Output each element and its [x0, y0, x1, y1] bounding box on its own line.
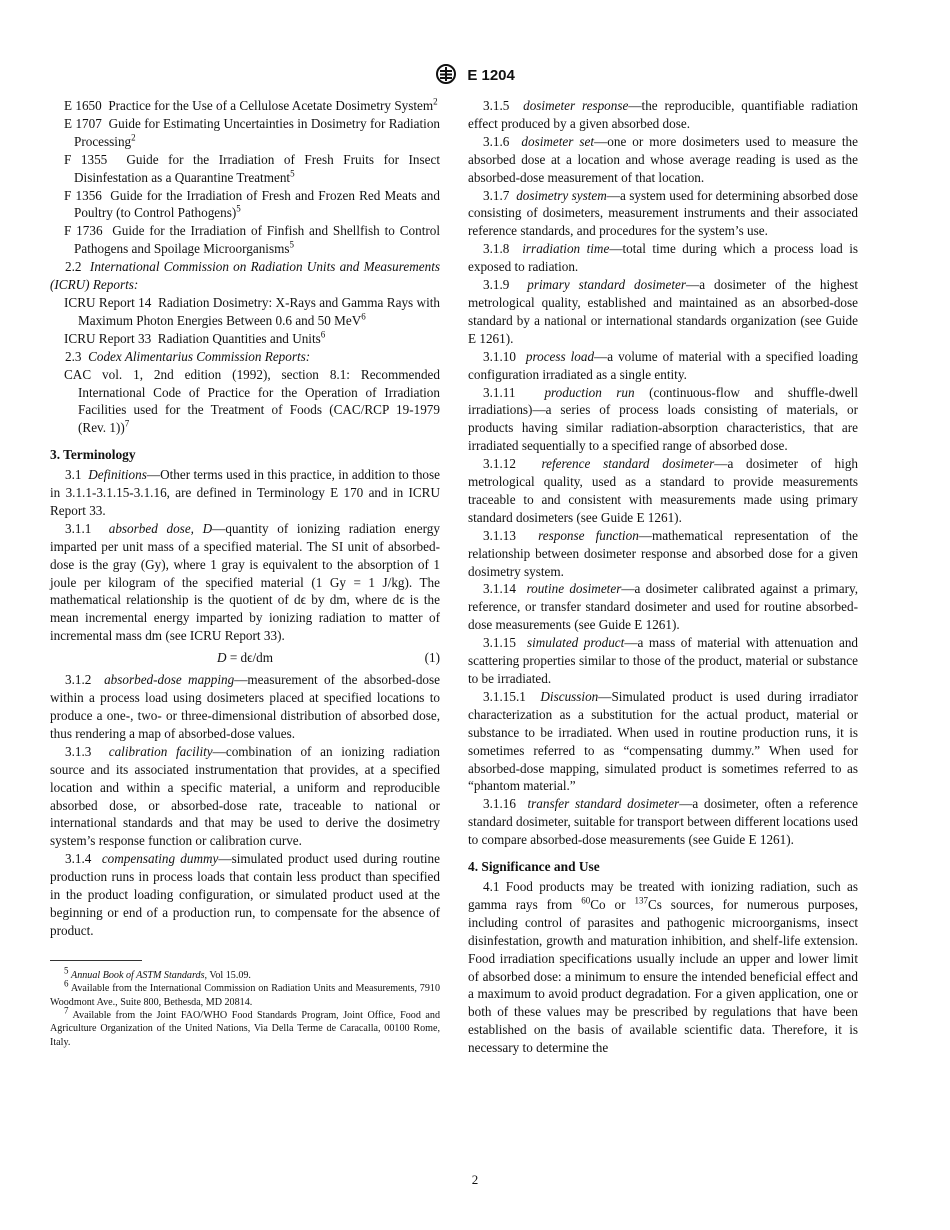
definition-absorbed-dose: 3.1.1 absorbed dose, D—quantity of ionizing radiation energy imparted per unit mass of a specified material. The SI unit of absorbed-dose is the gray (Gy), where 1 gray is equivalent to the absorption of 1 joule per kilogram of the specified material (1 Gy = 1 J/kg). The mathematical relationship is the quotient of dϵ by dm, where dϵ is the mean incremental energy imparted by ionizing radiation to matter of incremental mass dm (see ICRU Report 33).	[50, 520, 440, 644]
reference-f1355: F 1355 Guide for the Irradiation of Fresh Fruits for Insect Disinfestation as a Quarantine Treatment$^5$	[64, 151, 441, 185]
definition-irradiation-time: 3.1.8 irradiation time—total time during which a process load is exposed to radiation.	[468, 241, 859, 275]
footnote-7: $^7$ Available from the Joint FAO/WHO Food Standards Program, Joint Office, Food and Agriculture Organization of the United Nations, Via Della Terme de Caracalla, 00100 Rome, Italy.	[50, 1005, 441, 1048]
definition-production-run: 3.1.11 production run (continuous-flow and shuffle-dwell irradiations)—a series of process loads consisting of materials, or products having similar radiation-absorption characteristics, that are irradiated sequentially to a specified range of absorbed dose.	[468, 384, 858, 454]
reference-cac: CAC vol. 1, 2nd edition (1992), section 8.1: Recommended International Code of Practice for the Operation of Irradiation Facilities used for the Treatment of Foods (CAC/RCP 19-1979 (Rev. 1))$^7$	[64, 366, 440, 436]
reference-e1707: E 1707 Guide for Estimating Uncertainties in Dosimetry for Radiation Processing$^2$	[64, 115, 441, 149]
definition-absorbed-dose-mapping: 3.1.2 absorbed-dose mapping—measurement of the absorbed-dose within a process load using dosimeters placed at specified locations to produce a one-, two- or three-dimensional distribution of absorbed dose, thus rendering a map of absorbed-dose values.	[50, 672, 440, 741]
left-column	[50, 97, 440, 1049]
section-heading-significance: 4. Significance and Use	[468, 859, 600, 875]
definition-compensating-dummy: 3.1.4 compensating dummy—simulated product used during routine production runs in process loads that contain less product than specified in the product loading configuration, or simulated product used at the beginning or end of a production run, to compensate for the absence of product.	[50, 851, 441, 938]
reference-f1356: F 1356 Guide for the Irradiation of Fresh and Frozen Red Meats and Poultry (to Control Pathogens)$^5$	[64, 187, 440, 221]
equation-number: (1)	[424, 650, 440, 666]
reference-icru-14: ICRU Report 14 Radiation Dosimetry: X-Rays and Gamma Rays with Maximum Photon Energies Between 0.6 and 50 MeV$^6$	[64, 294, 440, 328]
definition-reference-standard-dosimeter: 3.1.12 reference standard dosimeter—a dosimeter of high metrological quality, used as a standard to provide measurements traceable to and consistent with measurements made using primary standard dosimeters (see Guide E 1261).	[468, 456, 859, 525]
paragraph-4-1: 4.1 Food products may be treated with ionizing radiation, such as gamma rays from $^{60}$Co or $^{137}$Cs sources, for numerous purposes, including control of parasites and pathogenic microorganisms, insect disinfestation, growth and maturation inhibition, and shelf-life extension. Food irradiation specifications usually include an upper and lower limit of absorbed dose: a minimum to ensure the intended beneficial effect and a maximum to avoid product degradation. For a given application, one or both of these values may be prescribed by regulations that have been established on the basis of available scientific data. Therefore, it is necessary to determine the	[468, 878, 859, 1056]
section-heading-terminology: 3. Terminology	[50, 447, 136, 463]
discussion-simulated-product: 3.1.15.1 Discussion—Simulated product is used during irradiator characterization as a substitution for the actual product, material or substance to be irradiated. When used in routine production runs, it is sometimes referred to as “compensating dummy.” When used for absorbed-dose mapping, simulated product is sometimes referred to as “phantom material.”	[468, 688, 858, 794]
definition-dosimetry-system: 3.1.7 dosimetry system—a system used for determining absorbed dose consisting of dosimeters, measurement instruments and their associated reference standards, and procedures for the system’s use.	[468, 187, 858, 239]
definition-simulated-product: 3.1.15 simulated product—a mass of material with attenuation and scattering properties similar to those of the product, material or substance to be irradiated.	[468, 635, 859, 686]
definition-calibration-facility: 3.1.3 calibration facility—combination of an ionizing radiation source and its associated instrumentation that provides, at a specified location and within a specific material, a uniform and reproducible absorbed dose, or absorbed-dose rate, traceable to national or international standards and that may be used to derive the dosimetry system’s response function or calibration curve.	[50, 743, 441, 849]
equation-1: D = dϵ/dm (1)	[216, 650, 440, 666]
page-number: 2	[471, 1172, 479, 1187]
definition-routine-dosimeter: 3.1.14 routine dosimeter—a dosimeter calibrated against a primary, reference, or transfer standard dosimeter and used for routine absorbed-dose measurements (see Guide E 1261).	[468, 581, 859, 633]
page-header	[0, 64, 950, 88]
reference-e1650: E 1650 Practice for the Use of a Cellulose Acetate Dosimetry System$^2$	[64, 96, 438, 113]
definition-response-function: 3.1.13 response function—mathematical representation of the relationship between dosimeter response and absorbed dose for a given dosimetry system.	[468, 527, 859, 579]
astm-logo-icon	[435, 64, 457, 88]
section-2-3: 2.3 Codex Alimentarius Commission Reports:	[65, 348, 311, 364]
section-2-2: 2.2 International Commission on Radiation Units and Measurements (ICRU) Reports:	[50, 259, 441, 293]
footnote-6: $^6$ Available from the International Commission on Radiation Units and Measurements, 7910 Woodmont Ave., Suite 800, Bethesda, MD 20814.	[50, 978, 440, 1008]
paragraph-3-1: 3.1 Definitions—Other terms used in this practice, in addition to those in 3.1.1-3.1.15-3.1.16, are defined in Terminology E 170 and in ICRU Report 33.	[50, 467, 440, 518]
definition-primary-standard-dosimeter: 3.1.9 primary standard dosimeter—a dosimeter of the highest metrological quality, established and maintained as an absorbed-dose standard by a national or international standards organization (see Guide E 1261).	[468, 277, 858, 346]
footnote-divider	[50, 960, 142, 961]
definition-process-load: 3.1.10 process load—a volume of material with a specified loading configuration irradiated as a single entity.	[468, 348, 858, 382]
document-number: E 1204	[467, 66, 515, 84]
reference-f1736: F 1736 Guide for the Irradiation of Finfish and Shellfish to Control Pathogens and Spoilage Microorganisms$^5$	[64, 223, 441, 257]
right-column	[468, 97, 858, 1057]
footnote-5: $^5$ Annual Book of ASTM Standards, Vol 15.09.	[64, 965, 251, 981]
definition-dosimeter-response: 3.1.5 dosimeter response—the reproducible, quantifiable radiation effect produced by a given absorbed dose.	[468, 98, 859, 131]
reference-icru-33: ICRU Report 33 Radiation Quantities and Units$^6$	[64, 329, 326, 346]
definition-transfer-standard-dosimeter: 3.1.16 transfer standard dosimeter—a dosimeter, often a reference standard dosimeter, suitable for transport between different locations used to compare absorbed-dose measurements (see Guide E 1261).	[468, 796, 859, 848]
definition-dosimeter-set: 3.1.6 dosimeter set—one or more dosimeters used to measure the absorbed dose at a location and whose average reading is used as the absorbed-dose measurement of that location.	[468, 133, 859, 185]
